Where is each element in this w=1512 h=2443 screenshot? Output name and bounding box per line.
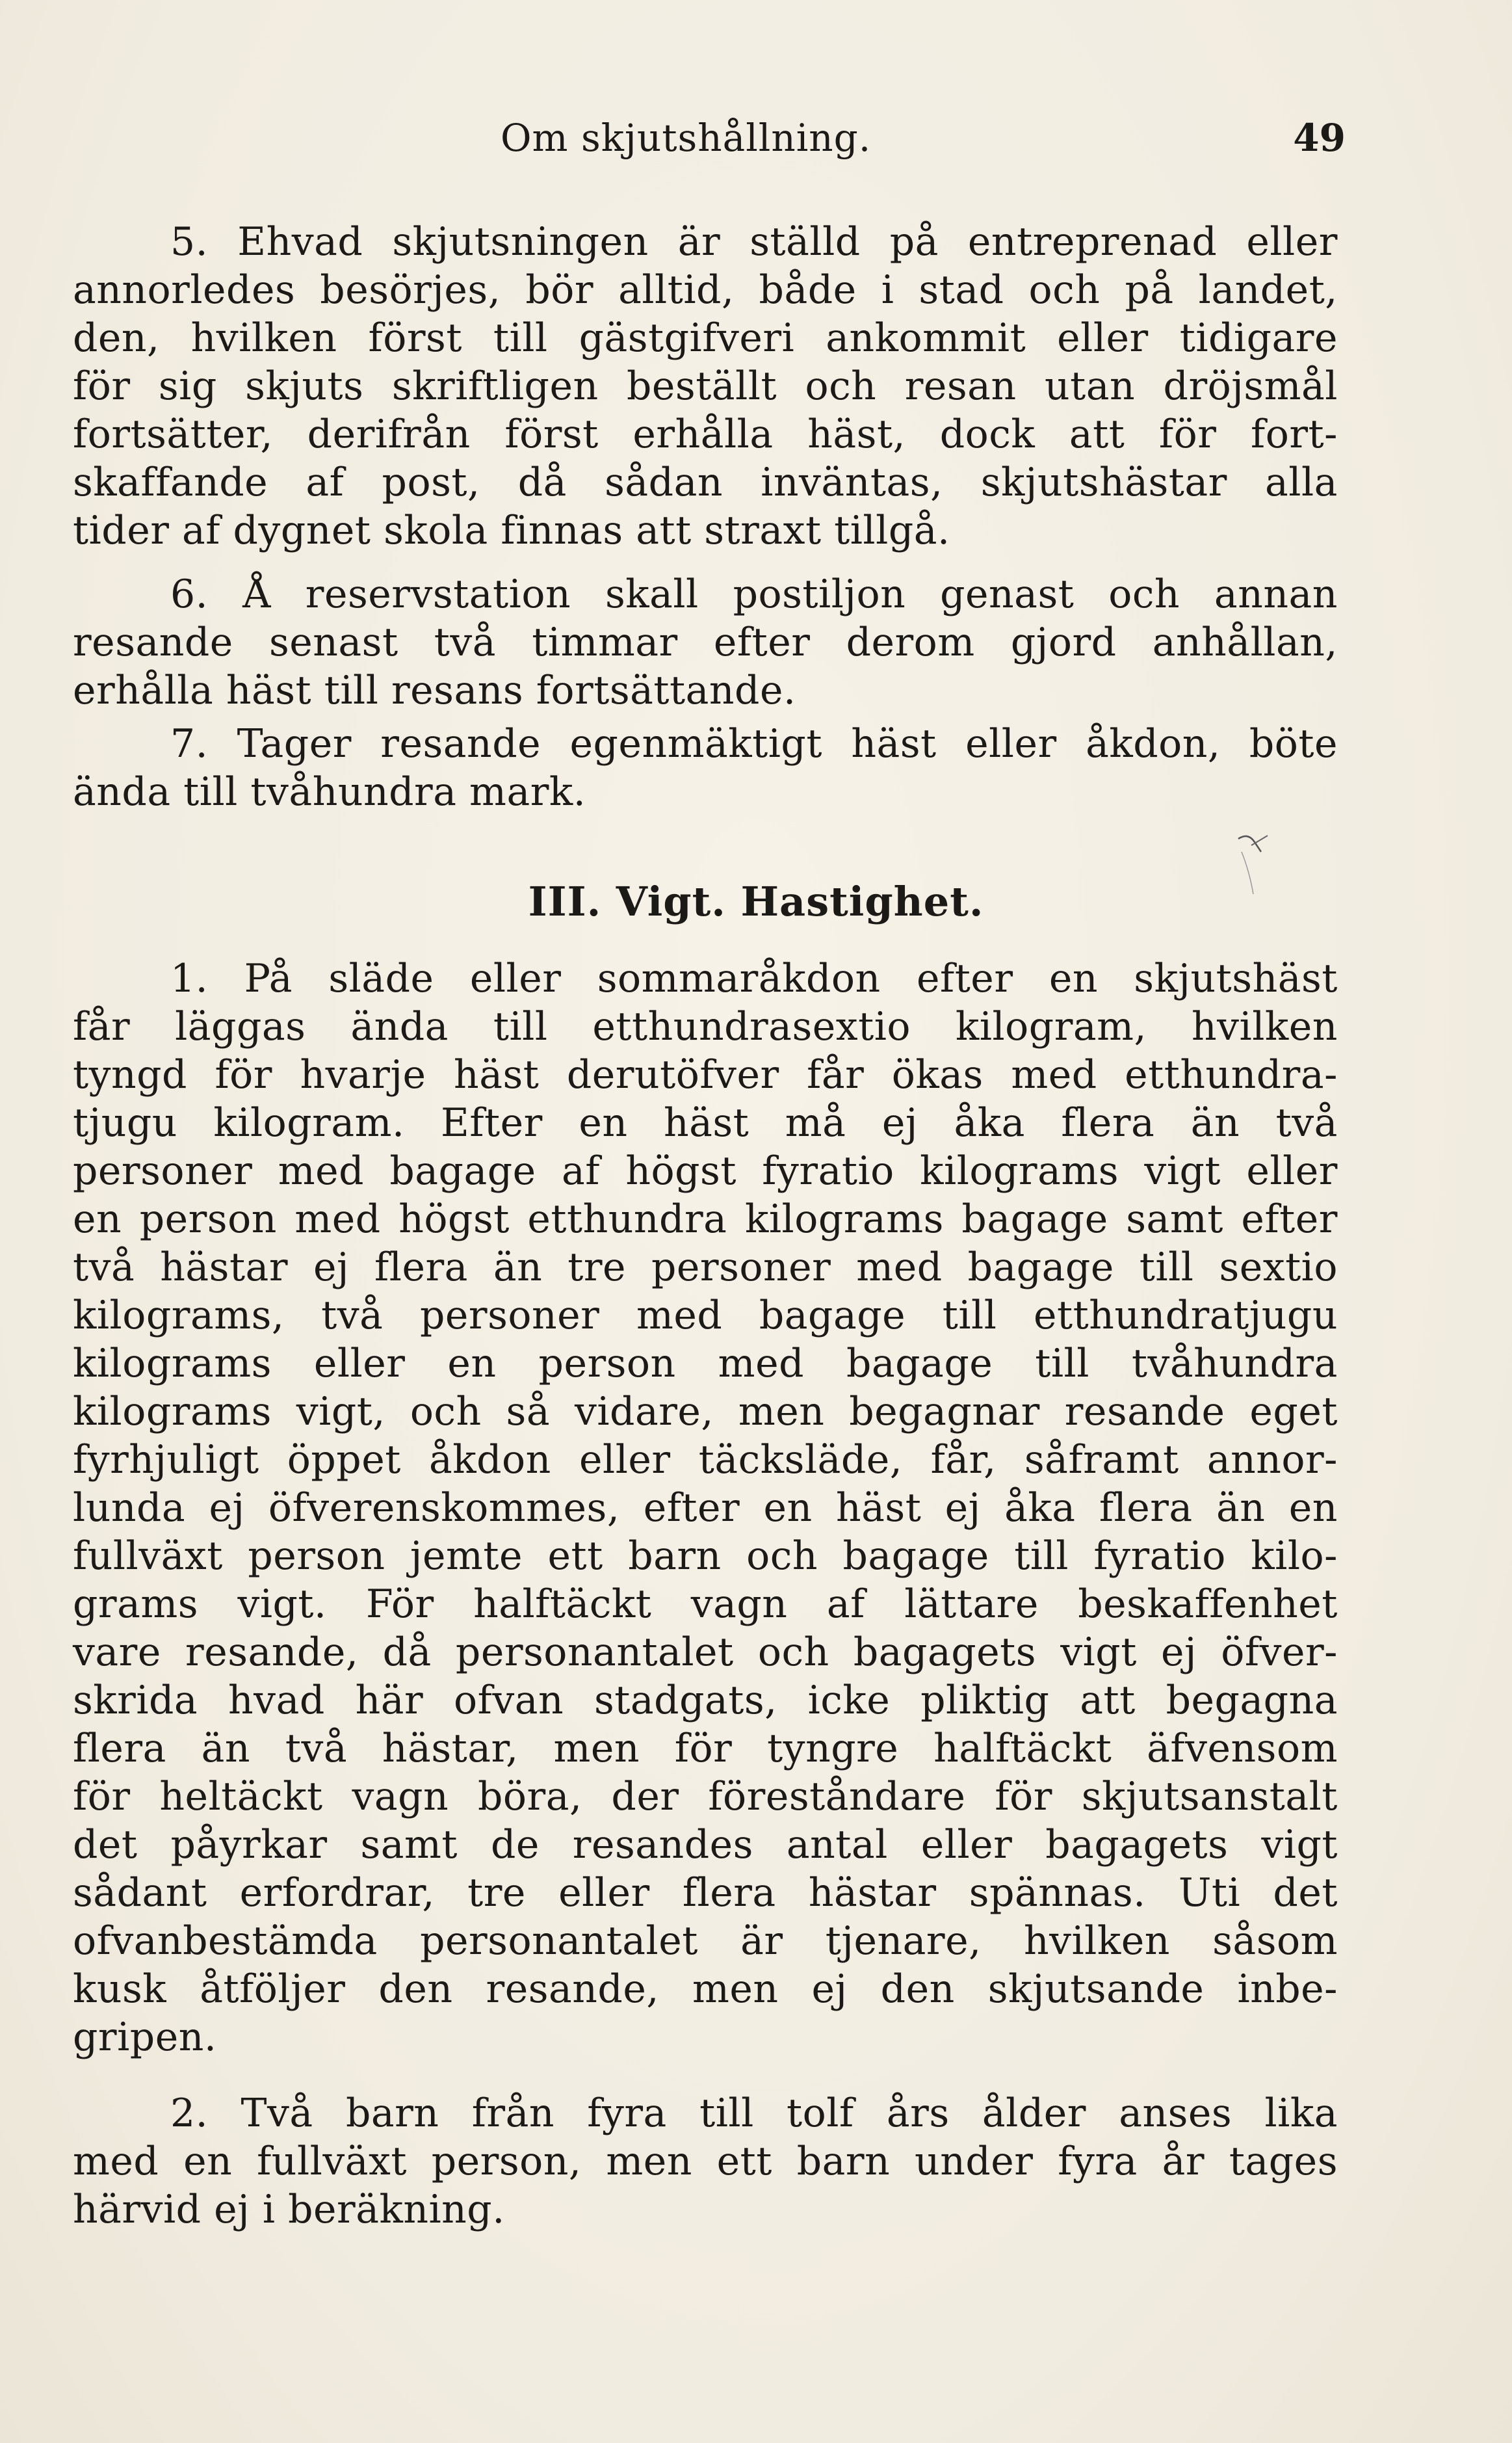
- text-line: flera än två hästar, men för tyngre halftäckt äfvensom: [73, 1726, 1338, 1771]
- text-line: resande senast två timmar efter derom gjord anhållan,: [73, 620, 1338, 665]
- paragraph-section-5: [73, 218, 1338, 555]
- text-line: skaffande af post, då sådan inväntas, skjutshästar alla: [73, 460, 1338, 505]
- text-line: två hästar ej flera än tre personer med bagage till sextio: [73, 1245, 1338, 1290]
- text-line: kilograms vigt, och så vidare, men begagnar resande eget: [73, 1389, 1338, 1434]
- text-line: skrida hvad här ofvan stadgats, icke pliktig att begagna: [73, 1678, 1338, 1723]
- text-line: vare resande, då personantalet och bagagets vigt ej öfver-: [73, 1630, 1338, 1675]
- text-line: personer med bagage af högst fyratio kilograms vigt eller: [73, 1148, 1338, 1194]
- page-number: 49: [1293, 116, 1346, 160]
- text-line: kilograms eller en person med bagage till tvåhundra: [73, 1341, 1338, 1386]
- text-line: den, hvilken först till gästgifveri ankommit eller tidigare: [73, 315, 1338, 361]
- text-line: 5. Ehvad skjutsningen är ställd på entreprenad eller: [170, 219, 1338, 265]
- text-line: 2. Två barn från fyra till tolf års ålder anses lika: [170, 2091, 1338, 2136]
- text-line: härvid ej i beräkning.: [73, 2187, 505, 2232]
- text-line: fortsätter, derifrån först erhålla häst, dock att för fort-: [73, 412, 1338, 457]
- text-line: fyrhjuligt öppet åkdon eller täcksläde, får, såframt annor-: [73, 1437, 1338, 1483]
- page-header: [501, 116, 1346, 168]
- text-line: en person med högst etthundra kilograms bagage samt efter: [73, 1196, 1338, 1242]
- text-line: ända till tvåhundra mark.: [73, 769, 586, 815]
- text-line: tjugu kilogram. Efter en häst må ej åka flera än två: [73, 1100, 1338, 1146]
- text-line: med en fullväxt person, men ett barn under fyra år tages: [73, 2139, 1338, 2184]
- text-line: kusk åtföljer den resande, men ej den skjutsande inbe-: [73, 1966, 1338, 2012]
- text-line: för sig skjuts skriftligen beställt och resan utan dröjsmål: [73, 363, 1338, 409]
- text-line: ofvanbestämda personantalet är tjenare, hvilken såsom: [73, 1918, 1338, 1964]
- text-line: 1. På släde eller sommaråkdon efter en skjutshäst: [170, 956, 1338, 1001]
- text-line: lunda ej öfverenskommes, efter en häst ej åka flera än en: [73, 1485, 1338, 1531]
- text-line: tider af dygnet skola finnas att straxt tillgå.: [73, 508, 950, 553]
- text-line: annorledes besörjes, bör alltid, både i stad och på landet,: [73, 267, 1338, 313]
- text-line: för heltäckt vagn böra, der föreståndare för skjutsanstalt: [73, 1774, 1338, 1819]
- text-line: tyngd för hvarje häst derutöfver får ökas med etthundra-: [73, 1052, 1338, 1098]
- text-line: får läggas ända till etthundrasextio kilogram, hvilken: [73, 1004, 1338, 1050]
- paragraph-section-7: [73, 720, 1338, 816]
- text-line: fullväxt person jemte ett barn och bagage till fyratio kilo-: [73, 1533, 1338, 1579]
- text-line: gripen.: [73, 2014, 217, 2060]
- paragraph-section-iii-2: [73, 2089, 1338, 2234]
- paragraph-section-iii-1: [73, 955, 1338, 2061]
- text-line: grams vigt. För halftäckt vagn af lättare beskaffenhet: [73, 1581, 1338, 1627]
- section-heading: III. Vigt. Hastighet.: [528, 878, 984, 925]
- text-line: sådant erfordrar, tre eller flera hästar spännas. Uti det: [73, 1870, 1338, 1916]
- paragraph-section-6: [73, 570, 1338, 715]
- text-line: kilograms, två personer med bagage till etthundratjugu: [73, 1293, 1338, 1338]
- text-line: erhålla häst till resans fortsättande.: [73, 668, 796, 713]
- text-line: 6. Å reservstation skall postiljon genast och annan: [170, 572, 1338, 617]
- text-line: det påyrkar samt de resandes antal eller bagagets vigt: [73, 1822, 1338, 1868]
- text-line: 7. Tager resande egenmäktigt häst eller åkdon, böte: [170, 721, 1338, 767]
- running-title: Om skjutshållning.: [501, 116, 872, 160]
